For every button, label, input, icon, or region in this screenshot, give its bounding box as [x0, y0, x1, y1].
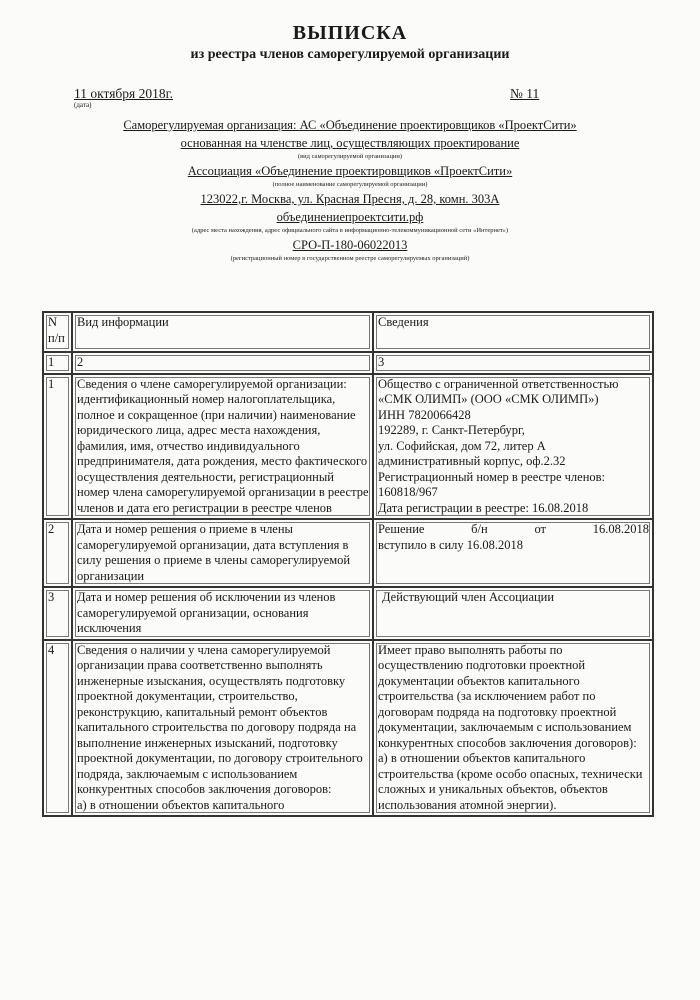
row-num: 2	[43, 519, 72, 587]
row-num: 4	[43, 640, 72, 817]
row-kind: Дата и номер решения о приеме в члены саморегулируемой организации, дата вступления в силу решения о приеме в члены саморегулируемой организации	[72, 519, 373, 587]
member-inn: ИНН 7820066428	[378, 407, 471, 422]
row-num: 3	[43, 587, 72, 640]
sro-address-caption: (адрес места нахождения, адрес официального сайта в информационно-телекоммуникационной сети «Интернет»)	[191, 227, 509, 234]
row-num: 1	[43, 374, 72, 520]
rights-granted: Имеет право выполнять работы по осуществлению подготовки проектной документации объектов капитального строительства (за исключением работ по договорам подряда на подготовку проектной документации, заключаемым с использованием конкурентных способов заключения договоров):	[378, 642, 637, 750]
issue-date: 11 октября 2018г.	[74, 86, 174, 101]
row-kind: Сведения о члене саморегулируемой организации: идентификационный номер налогоплательщика, полное и сокращенное (при наличии) наименование юридического лица, адрес места нахождения, фамилия, имя, отчество индивидуального предпринимателя, дата рождения, место фактического осуществления деятельности, регистрационный номер члена саморегулируемой организации в реестре членов и дата его регистрации в реестре членов	[72, 374, 373, 520]
index-cell-kind: 2	[72, 352, 373, 374]
row-info	[373, 519, 653, 587]
sro-reg-number: СРО-П-180-06022013	[292, 238, 408, 252]
sro-membership-line: основанная на членстве лиц, осуществляющих проектирование	[180, 136, 520, 150]
member-name: Общество с ограниченной ответственностью «СМК ОЛИМП» (ООО «СМК ОЛИМП»)	[378, 376, 619, 406]
sro-full-name: Ассоциация «Объединение проектировщиков «ПроектСити»	[187, 164, 513, 178]
header-cell-kind: Вид информации	[72, 312, 373, 352]
table-row	[43, 640, 653, 817]
table-index-row	[43, 352, 653, 374]
table-header-row	[43, 312, 653, 352]
rights-description: Сведения о наличии у члена саморегулируемой организации права соответственно выполнять инженерные изыскания, осуществлять подготовку проектной документации, строительство, реконструкцию, капитальный ремонт объектов капитального строительства по договору подряда на выполнение инженерных изысканий, подготовку проектной документации, по договору строительного подряда, заключаемым с использованием конкурентных способов заключения договоров:	[77, 642, 363, 796]
document-title: ВЫПИСКА	[292, 22, 408, 44]
index-cell-info: 3	[373, 352, 653, 374]
member-reg-number: Регистрационный номер в реестре членов: 160818/967	[378, 469, 606, 499]
sro-reg-caption: (регистрационный номер в государственном реестре саморегулируемых организаций)	[230, 255, 470, 262]
member-reg-date: Дата регистрации в реестре: 16.08.2018	[378, 500, 589, 515]
table-row	[43, 587, 653, 640]
index-cell-num: 1	[43, 352, 72, 374]
document-subtitle: из реестра членов саморегулируемой организации	[190, 47, 510, 62]
row-kind	[72, 640, 373, 817]
member-address-city: 192289, г. Санкт-Петербург,	[378, 423, 525, 437]
admission-decision: Решение б/н от 16.08.2018	[378, 522, 649, 536]
row-kind: Дата и номер решения об исключении из членов саморегулируемой организации, основания исключения	[72, 587, 373, 640]
table-row	[43, 374, 653, 520]
row-info: Действующий член Ассоциации	[373, 587, 653, 640]
header-cell-info: Сведения	[373, 312, 653, 352]
rights-granted-tail: а) в отношении объектов капитального строительства (кроме особо опасных, технически сложных и уникальных объектов, объектов использования атомной энергии).	[378, 751, 643, 812]
row-info	[373, 640, 653, 817]
sro-kind-caption: (вид саморегулируемой организации)	[297, 153, 403, 160]
registry-table	[42, 311, 654, 817]
row-info	[373, 374, 653, 520]
member-address-street: ул. Софийская, дом 72, литер А административный корпус, оф.2.32	[378, 438, 566, 468]
header-cell-num: N п/п	[43, 312, 72, 352]
sro-website: объединениепроектсити.рф	[276, 210, 424, 224]
issue-date-caption: (дата)	[74, 101, 92, 109]
sro-name-caption: (полное наименование саморегулируемой организации)	[272, 181, 428, 188]
table-row	[43, 519, 653, 587]
sro-line: Саморегулируемая организация: АС «Объединение проектировщиков «ПроектСити»	[123, 118, 577, 132]
extract-number: № 11	[510, 86, 540, 101]
sro-address: 123022,г. Москва, ул. Красная Пресня, д. 28, комн. 303А	[200, 192, 500, 206]
rights-description-tail: а) в отношении объектов капитального	[77, 797, 285, 812]
admission-effective: вступило в силу 16.08.2018	[378, 537, 524, 552]
